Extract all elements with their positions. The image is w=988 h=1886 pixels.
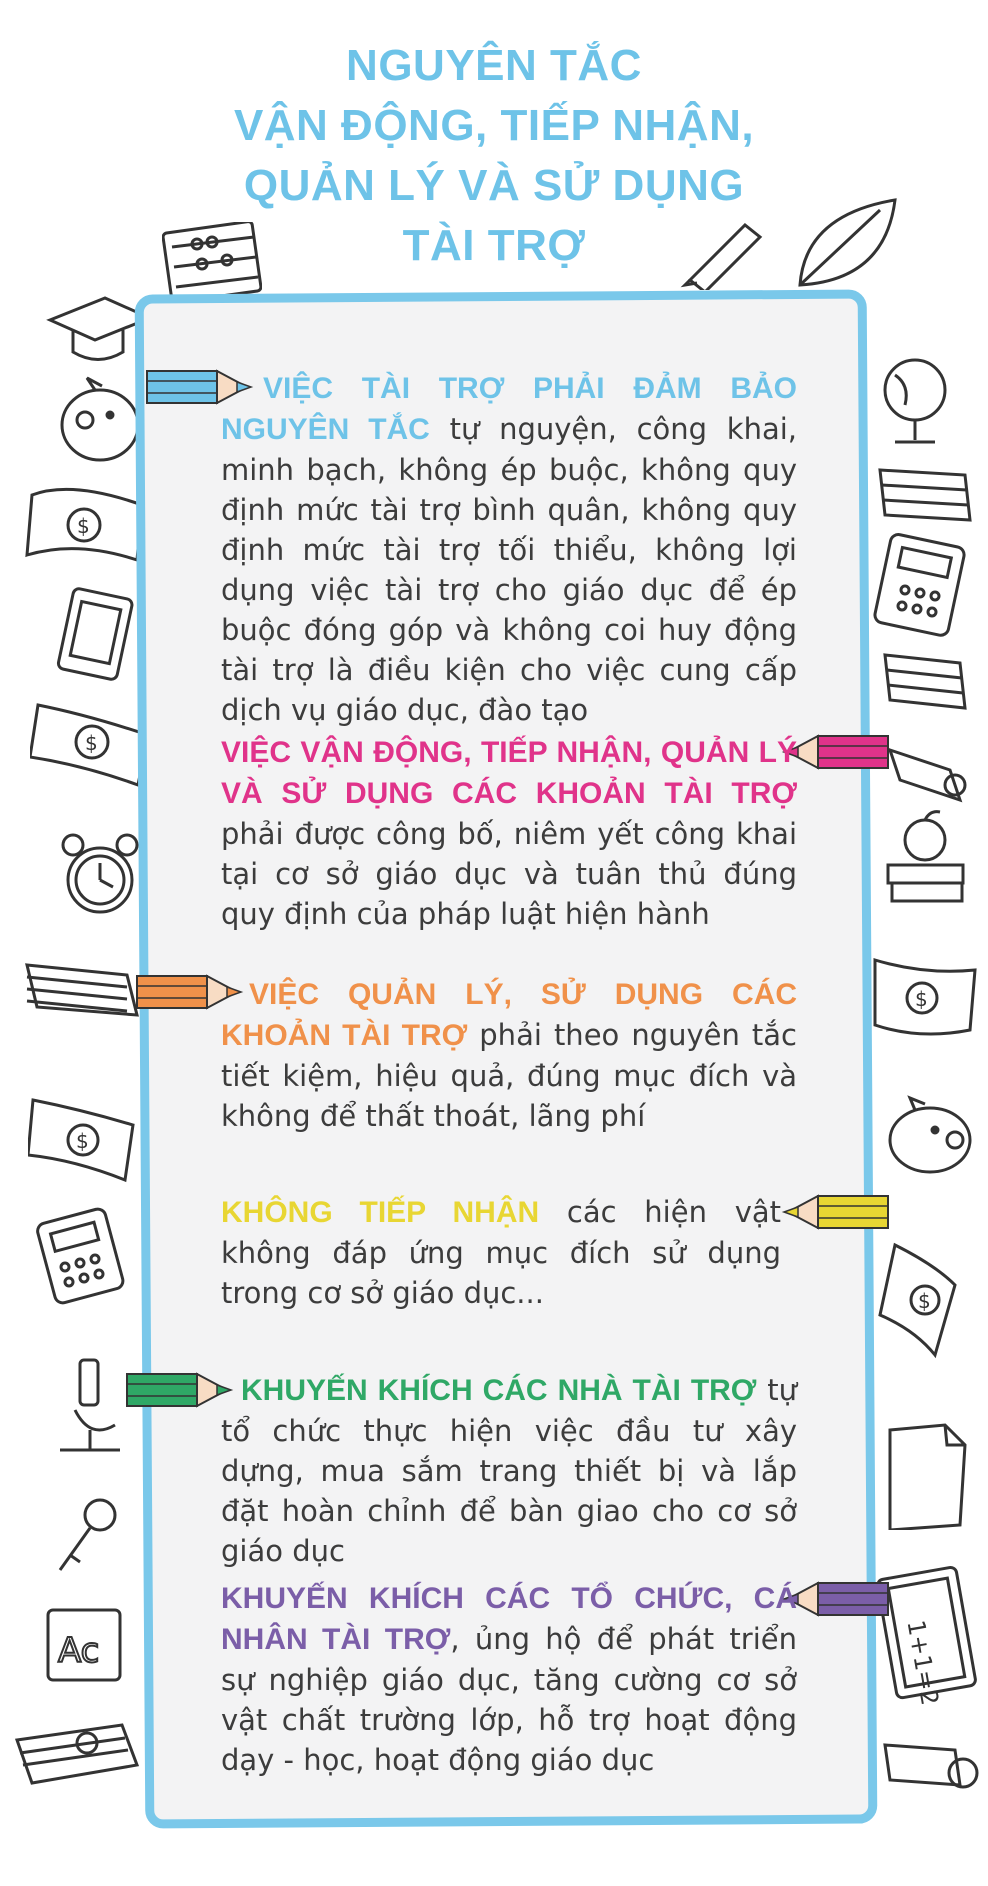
svg-text:$: $ xyxy=(918,1289,931,1313)
calculator-icon xyxy=(870,530,970,640)
alarm-clock-icon xyxy=(55,825,145,925)
hand-key-icon xyxy=(45,1490,125,1580)
principle-text: các hiện vật không đáp ứng mục đích sử dụng trong cơ sở giáo dục... xyxy=(221,1195,781,1310)
svg-text:$: $ xyxy=(77,514,90,538)
principle-item-6 xyxy=(221,1578,797,1780)
pencil-icon xyxy=(680,210,770,290)
principle-text: phải theo nguyên tắc tiết kiệm, hiệu quả, đúng mục đích và không để thất thoát, lãng phí xyxy=(221,1018,797,1133)
document-icon xyxy=(880,1420,970,1530)
principle-item-1 xyxy=(221,368,797,730)
principle-highlight: VIỆC TÀI TRỢ PHẢI ĐẢM BẢO NGUYÊN TẮC xyxy=(221,372,797,446)
abacus-icon xyxy=(162,222,262,302)
svg-text:$: $ xyxy=(915,987,928,1011)
math-board-icon xyxy=(875,1560,985,1710)
principle-highlight: KHÔNG TIẾP NHẬN xyxy=(221,1196,540,1229)
pencil-yellow-icon xyxy=(780,1190,890,1234)
principle-highlight: VIỆC QUẢN LÝ, SỬ DỤNG CÁC KHOẢN TÀI TRỢ xyxy=(221,978,797,1052)
money-bill-icon xyxy=(28,1085,138,1185)
money-bill-icon xyxy=(875,1240,975,1360)
principle-item-4 xyxy=(221,1192,781,1313)
principle-text: phải được công bố, niêm yết công khai tại cơ sở giáo dục và tuân thủ đúng quy định của pháp luật hiện hành xyxy=(221,817,797,931)
pencil-green-icon xyxy=(125,1368,235,1412)
principle-highlight: KHUYẾN KHÍCH CÁC NHÀ TÀI TRỢ xyxy=(241,1374,757,1407)
money-stack-icon xyxy=(12,1715,142,1795)
svg-text:$: $ xyxy=(76,1129,89,1153)
principle-text: , ủng hộ để phát triển sự nghiệp giáo dục, tăng cường cơ sở vật chất trường lớp, hỗ trợ hoạt động dạy - học, hoạt động giáo dục xyxy=(221,1622,797,1777)
svg-text:1+1=2: 1+1=2 xyxy=(901,1617,944,1708)
leaf-icon xyxy=(790,195,900,295)
money-stack-icon xyxy=(875,460,975,530)
title-line-2: VẬN ĐỘNG, TIẾP NHẬN, xyxy=(233,101,755,150)
paper-scroll-icon xyxy=(880,730,970,810)
principle-item-3 xyxy=(221,974,797,1136)
principle-highlight: KHUYẾN KHÍCH CÁC TỔ CHỨC, CÁ NHÂN TÀI TRỢ xyxy=(221,1582,797,1656)
money-stack-icon xyxy=(880,645,970,715)
money-stack-icon xyxy=(22,945,142,1035)
title-line-4: TÀI TRỢ xyxy=(402,221,586,270)
money-bill-icon xyxy=(870,950,980,1050)
principle-text: tự tổ chức thực hiện việc đầu tư xây dựng, mua sắm trang thiết bị và lắp đặt hoàn chỉnh để bàn giao cho cơ sở giáo dục xyxy=(221,1373,798,1568)
piggy-bank-icon xyxy=(880,1085,980,1185)
paper-scroll-icon xyxy=(875,1725,985,1805)
principle-item-5 xyxy=(221,1370,797,1571)
calculator-icon xyxy=(35,1205,130,1305)
tablet-icon xyxy=(55,585,135,685)
microscope-icon xyxy=(55,1350,125,1460)
principle-highlight: VIỆC VẬN ĐỘNG, TIẾP NHẬN, QUẢN LÝ VÀ SỬ DỤNG CÁC KHOẢN TÀI TRỢ xyxy=(221,736,797,810)
svg-text:Ac: Ac xyxy=(58,1631,100,1671)
piggy-bank-icon xyxy=(55,370,145,470)
principle-item-2 xyxy=(221,732,797,934)
apple-books-icon xyxy=(880,805,970,915)
abc-book-icon xyxy=(40,1600,130,1690)
money-bill-icon xyxy=(22,475,152,565)
title-line-3: QUẢN LÝ VÀ SỬ DỤNG xyxy=(243,161,745,210)
globe-icon xyxy=(875,350,955,450)
svg-text:$: $ xyxy=(85,731,98,755)
principle-text: tự nguyện, công khai, minh bạch, không ép buộc, không quy định mức tài trợ bình quân, không quy định mức tài trợ tối thiểu, không lợi dụng việc tài trợ cho giáo dục để ép buộc đóng góp và không coi huy động tài trợ là điều kiện cho việc cung cấp dịch vụ giáo dục, đào tạo xyxy=(221,412,797,727)
title-line-1: NGUYÊN TẮC xyxy=(346,41,642,90)
